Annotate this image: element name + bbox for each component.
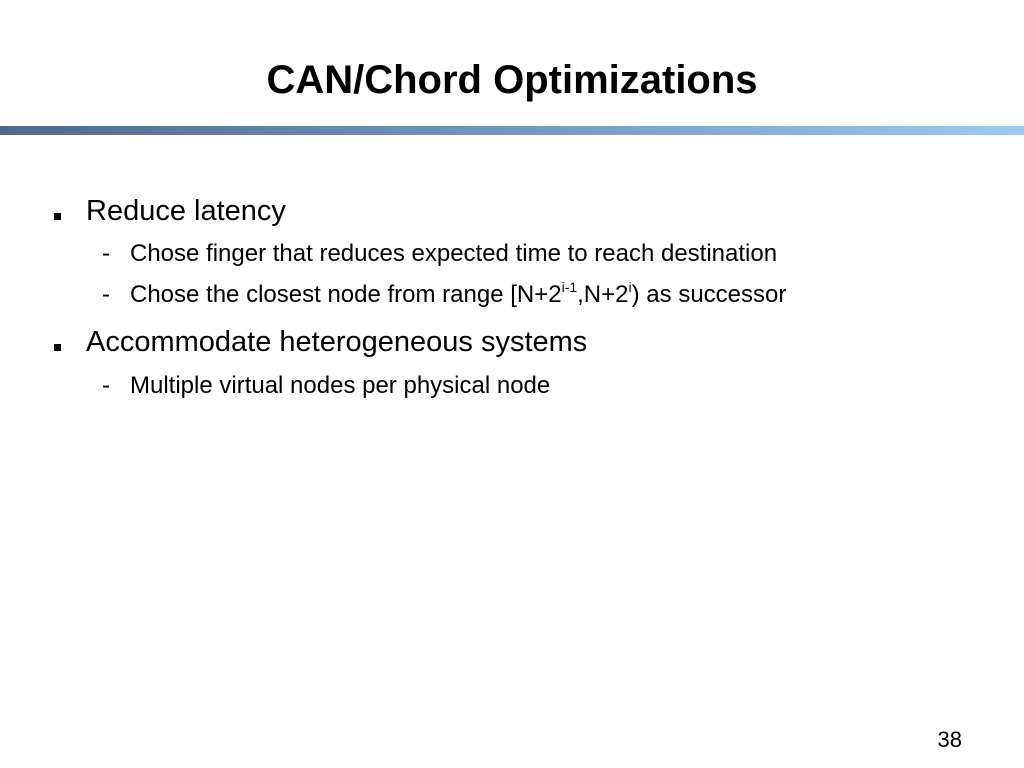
subitem-text-part: Chose the closest node from range [N+2 [130,281,562,308]
bullet-text: Accommodate heterogeneous systems [86,326,588,358]
subitem-text: Multiple virtual nodes per physical node [130,372,551,399]
page-number: 38 [937,727,962,752]
subitem-text: Chose finger that reduces expected time to reach destination [130,240,778,267]
square-bullet-icon [54,213,61,220]
subitem-virtual-nodes [102,372,550,400]
dash-marker: - [102,372,110,399]
bullet-reduce-latency [54,195,286,229]
bullet-heterogeneous-systems [54,326,588,360]
slide-title: CAN/Chord Optimizations [266,58,758,102]
subitem-closest-node [102,281,786,309]
subitem-text-part: ) as successor [631,281,787,308]
superscript-exponent: i [628,279,632,295]
superscript-exponent: i-1 [561,279,578,295]
subitem-text-part: ,N+2 [577,281,629,308]
dash-marker: - [102,240,110,267]
bullet-text: Reduce latency [86,195,286,227]
subitem-finger-selection [102,240,777,268]
square-bullet-icon [54,344,61,351]
dash-marker: - [102,281,110,308]
